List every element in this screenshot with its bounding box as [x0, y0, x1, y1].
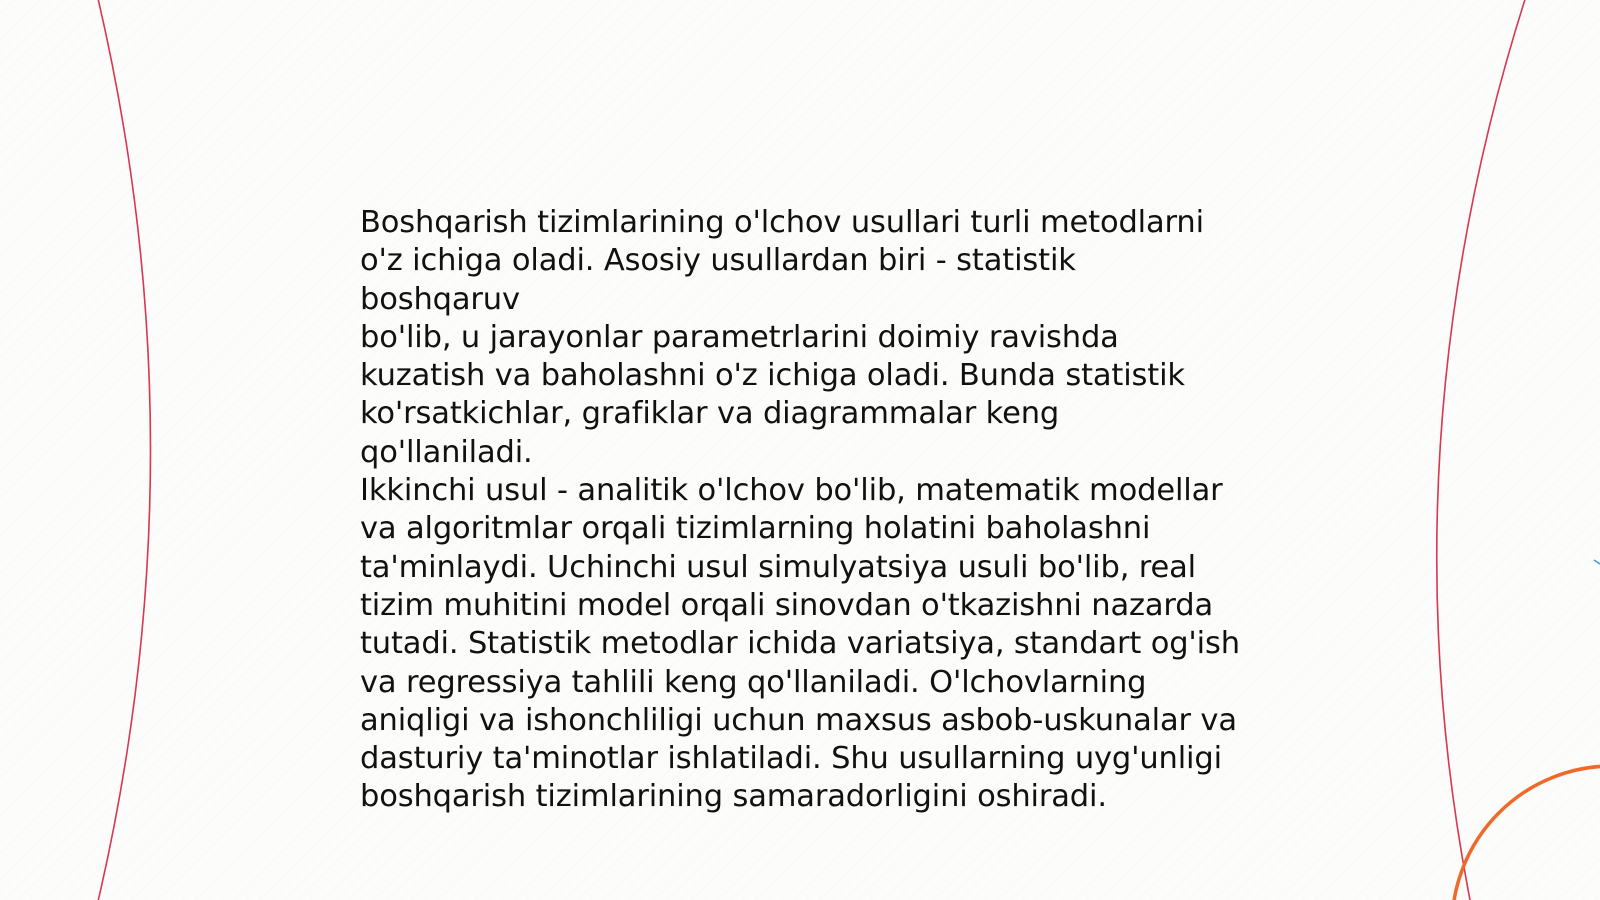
right-decorative-arc — [1437, 0, 1528, 900]
slide-body-text: Boshqarish tizimlarining o'lchov usullari turli metodlarni o'z ichiga oladi. Asosiy usullardan biri - statistik boshqaruv bo'lib, u jarayonlar parametrlarini doimiy ravishda kuzatish va baholashni o'z ichiga oladi. Bunda statistik ko'rsatkichlar, grafiklar va diagrammalar keng qo'llaniladi. Ikkinchi usul - analitik o'lchov bo'lib, matematik modellar va algoritmlar orqali tizimlarning holatini baholashni ta'minlaydi. Uchinchi usul simulyatsiya usuli bo'lib, real tizim muhitini model orqali sinovdan o'tkazishni nazarda tutadi. Statistik metodlar ichida variatsiya, standart og'ish va regressiya tahlili keng qo'llaniladi. O'lchovlarning aniqligi va ishonchliligi uchun maxsus asbob-uskunalar va dasturiy ta'minotlar ishlatiladi. Shu usullarning uyg'unligi boshqarish tizimlarining samaradorligini oshiradi. — [360, 205, 1240, 815]
left-decorative-arc — [96, 0, 151, 900]
accent-mark — [1594, 560, 1600, 564]
corner-orange-circle — [1452, 766, 1600, 900]
